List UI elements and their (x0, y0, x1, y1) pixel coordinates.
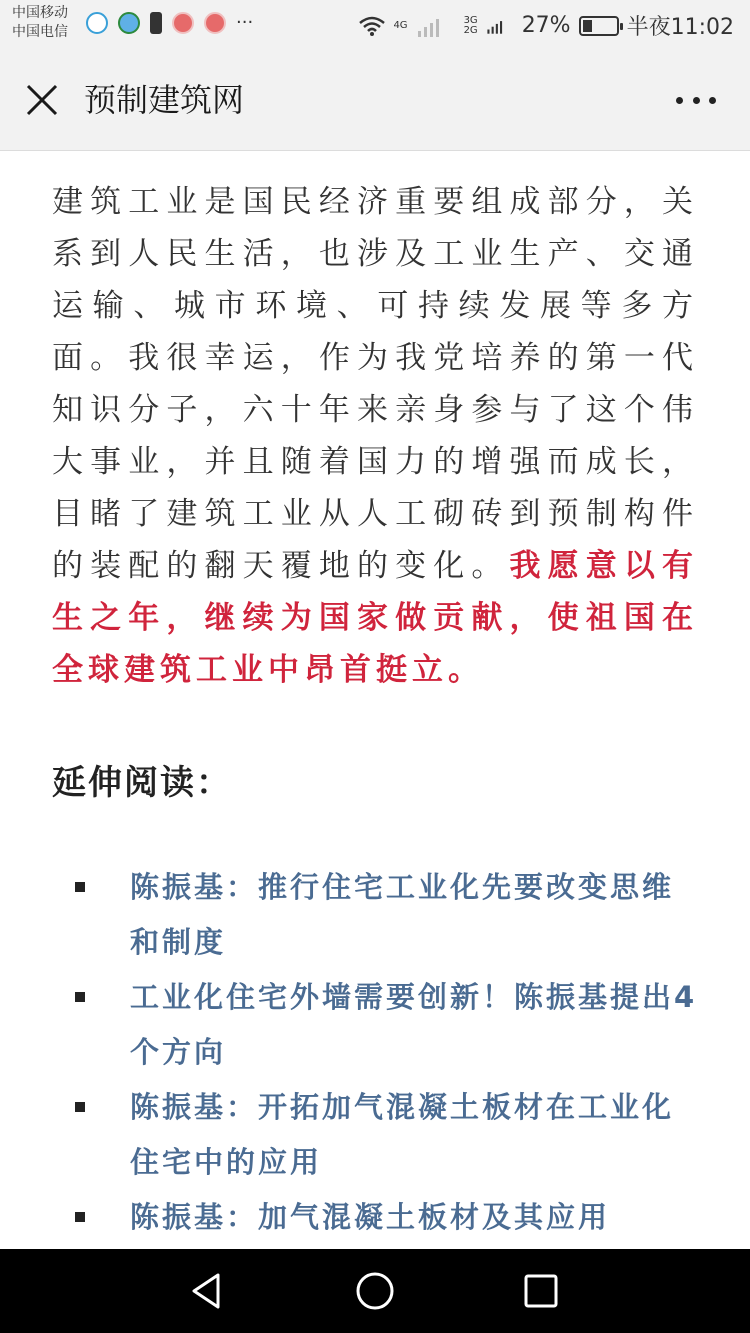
close-icon[interactable] (22, 80, 62, 120)
net-label-4g: 4G (393, 19, 408, 31)
related-link[interactable] (0, 1080, 750, 1190)
qq-icon (86, 12, 108, 34)
system-status (359, 10, 734, 41)
article-content (52, 176, 698, 808)
extended-reading-heading: 延伸阅读： (52, 763, 232, 803)
system-nav-bar (0, 1249, 750, 1333)
link-label[interactable]: 陈振基：开拓加气混凝土板材在工业化住宅中的应用 (130, 1090, 675, 1179)
bullet-icon (75, 882, 85, 892)
net-label-3g2g (464, 16, 478, 36)
back-triangle-icon[interactable] (186, 1269, 230, 1313)
related-link[interactable] (0, 970, 750, 1080)
dot (693, 97, 700, 104)
status-bar (0, 0, 750, 50)
related-link[interactable] (0, 860, 750, 970)
article-paragraph (52, 176, 698, 696)
carrier-1: 中国移动 (12, 5, 68, 21)
dot (709, 97, 716, 104)
bird-icon (204, 12, 226, 34)
page-title: 预制建筑网 (84, 81, 245, 119)
globe-icon (118, 12, 140, 34)
clock: 半夜11:02 (626, 15, 734, 40)
net-label-3g: 3G (463, 14, 478, 26)
carrier-2: 中国电信 (12, 24, 68, 40)
highlight-text: 我愿意以有生之年，继续为国家做贡献，使祖国在全球建筑工业中昂首挺立。 (52, 548, 698, 688)
battery-percent: 27% (521, 13, 571, 38)
paragraph-text: 建筑工业是国民经济重要组成部分，关系到人民生活，也涉及工业生产、交通运输、城市环境、可持续发展等多方面。我很幸运，作为我党培养的第一代知识分子，六十年来亲身参与了这个伟大事业，并且随着国力的增强而成长，目睹了建筑工业从人工砌砖到预制构件的装配的翻天覆地的变化。 (52, 184, 698, 584)
link-label[interactable]: 陈振基：加气混凝土板材及其应用 (130, 1200, 611, 1234)
related-links-list (0, 860, 750, 1245)
related-link[interactable] (0, 1190, 750, 1245)
notification-icons (86, 12, 253, 34)
title-bar (0, 50, 750, 151)
wifi-icon (359, 16, 385, 36)
battery-icon (579, 16, 619, 36)
net-label-2g: 2G (463, 24, 478, 36)
signal-icon (486, 15, 514, 37)
link-label[interactable]: 工业化住宅外墙需要创新！陈振基提出4个方向 (130, 980, 698, 1069)
bird-icon (172, 12, 194, 34)
more-dots-icon[interactable] (672, 80, 720, 120)
bullet-icon (75, 1212, 85, 1222)
more-notifications: ··· (236, 12, 254, 33)
bullet-icon (75, 1102, 85, 1112)
link-label[interactable]: 陈振基：推行住宅工业化先要改变思维和制度 (130, 870, 675, 959)
dot (676, 97, 683, 104)
carrier-info (12, 4, 68, 42)
recent-square-icon[interactable] (519, 1269, 563, 1313)
bullet-icon (75, 992, 85, 1002)
signal-icon (416, 15, 456, 37)
home-circle-icon[interactable] (353, 1269, 397, 1313)
battery-small-icon (150, 12, 162, 34)
